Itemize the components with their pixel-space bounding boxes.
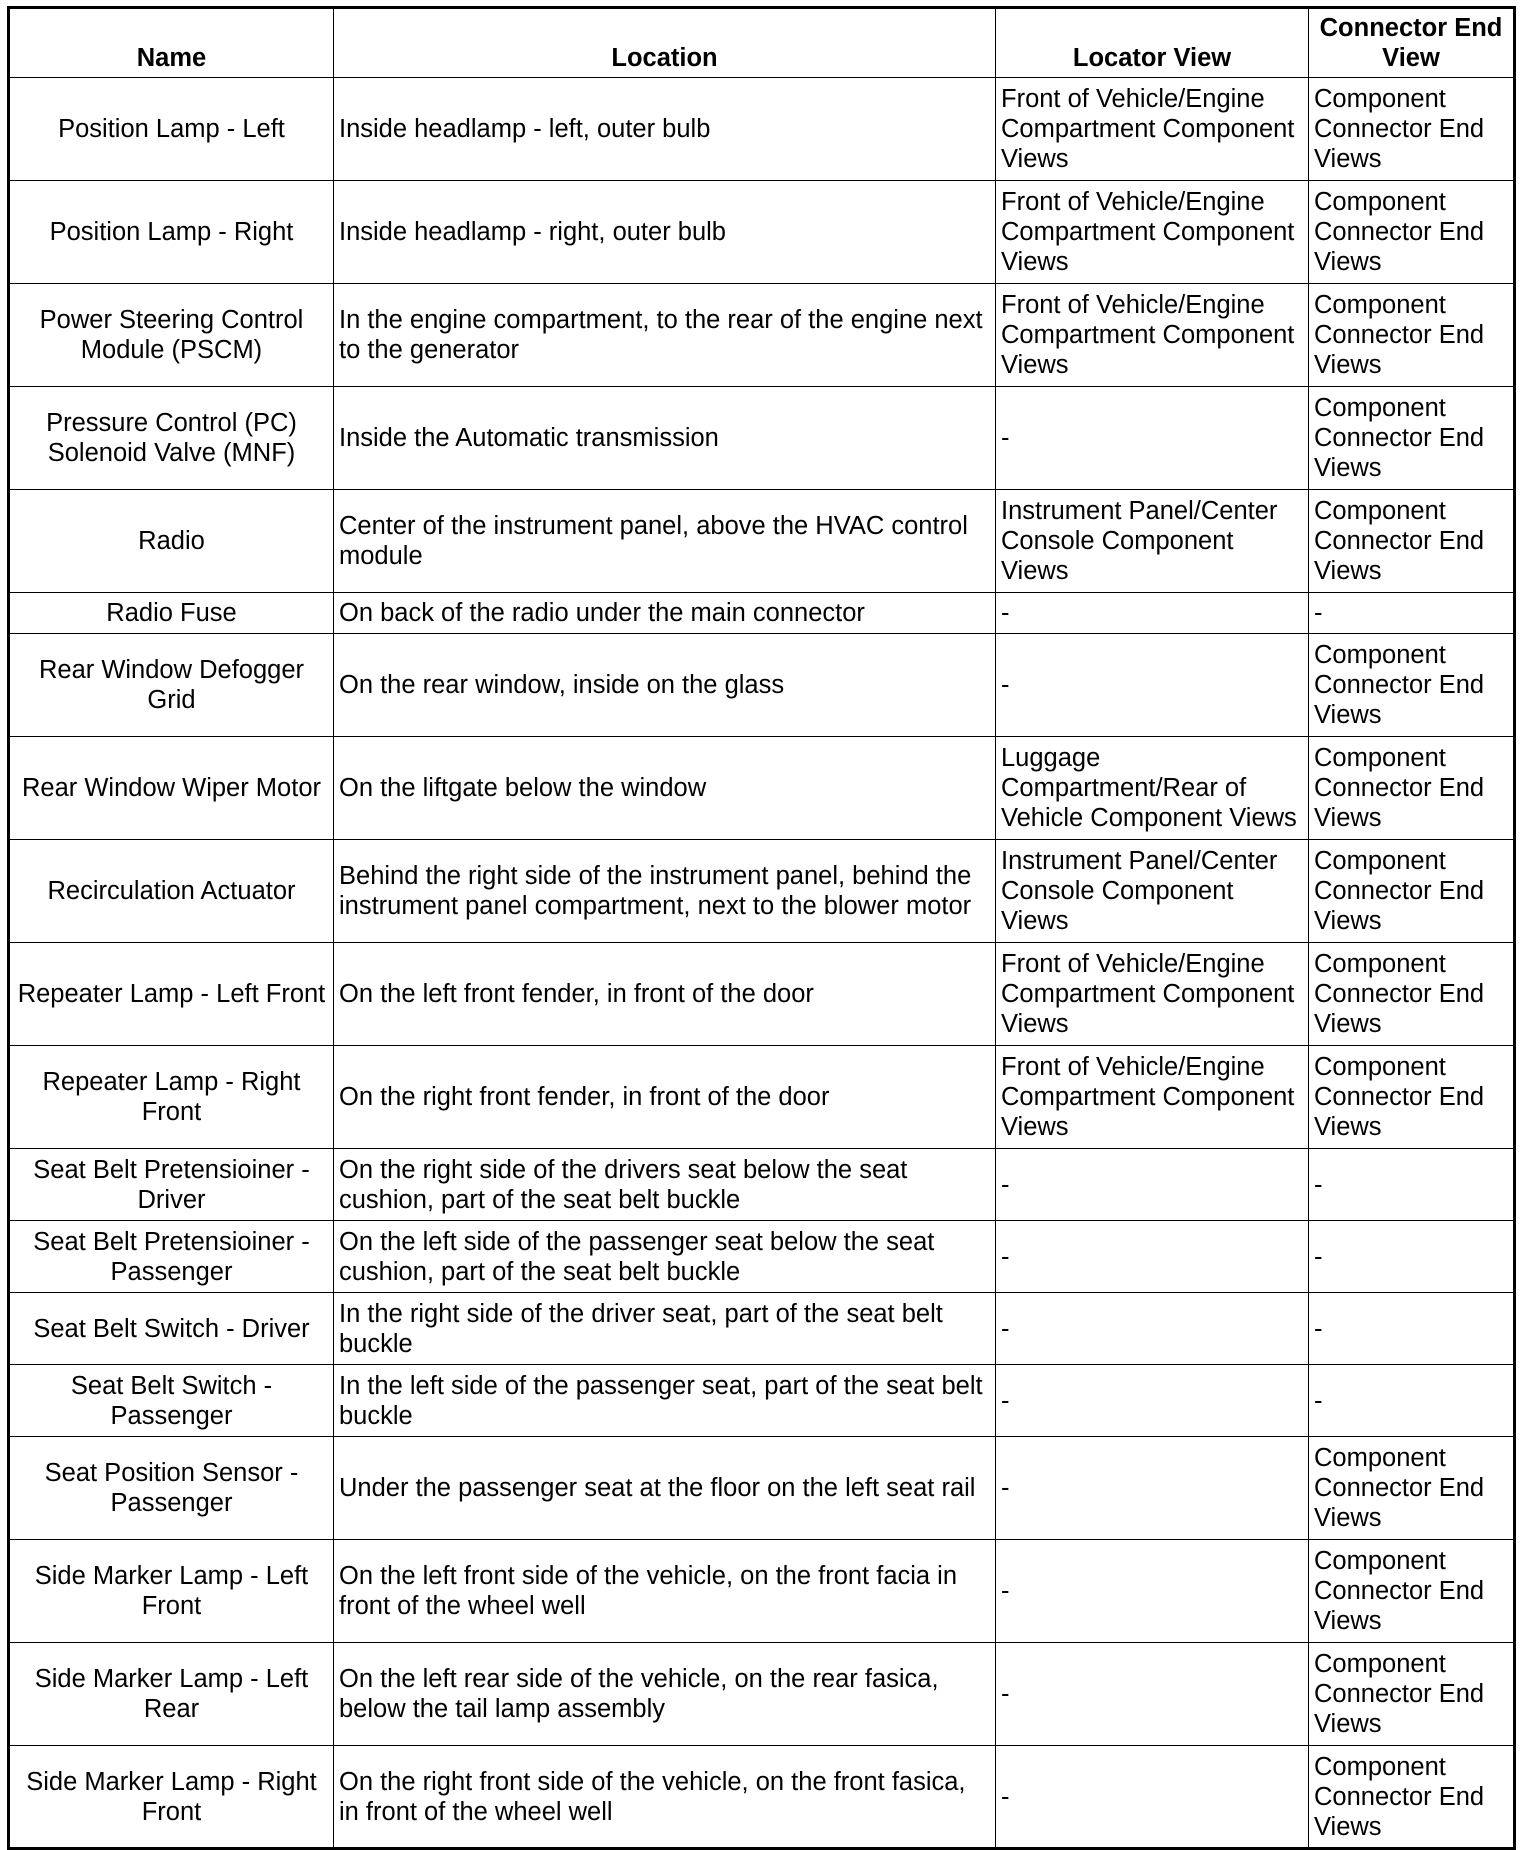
cell-locator-view: - — [996, 1149, 1309, 1221]
cell-connector-end-view: - — [1309, 1149, 1515, 1221]
table-row — [9, 1365, 1515, 1437]
cell-locator-view: - — [996, 1221, 1309, 1293]
cell-locator-view: Luggage Compartment/Rear of Vehicle Component Views — [996, 737, 1309, 840]
component-locator-table — [7, 6, 1516, 1850]
cell-name: Repeater Lamp - Right Front — [9, 1046, 334, 1149]
cell-name: Rear Window Defogger Grid — [9, 634, 334, 737]
cell-connector-end-view: Component Connector End Views — [1309, 1046, 1515, 1149]
cell-connector-end-view: Component Connector End Views — [1309, 387, 1515, 490]
cell-location: Inside headlamp - left, outer bulb — [334, 78, 996, 181]
cell-locator-view: Instrument Panel/Center Console Component Views — [996, 840, 1309, 943]
cell-locator-view: Front of Vehicle/Engine Compartment Component Views — [996, 181, 1309, 284]
cell-locator-view: - — [996, 1365, 1309, 1437]
cell-name: Radio Fuse — [9, 593, 334, 634]
cell-name: Seat Belt Pretensioiner - Passenger — [9, 1221, 334, 1293]
cell-name: Seat Belt Pretensioiner - Driver — [9, 1149, 334, 1221]
cell-location: Inside headlamp - right, outer bulb — [334, 181, 996, 284]
cell-name: Seat Belt Switch - Driver — [9, 1293, 334, 1365]
header-name: Name — [9, 8, 334, 78]
cell-location: Center of the instrument panel, above the HVAC control module — [334, 490, 996, 593]
cell-name: Radio — [9, 490, 334, 593]
cell-name: Side Marker Lamp - Left Rear — [9, 1643, 334, 1746]
cell-connector-end-view: Component Connector End Views — [1309, 78, 1515, 181]
cell-name: Seat Belt Switch - Passenger — [9, 1365, 334, 1437]
table-row — [9, 1293, 1515, 1365]
cell-locator-view: - — [996, 1643, 1309, 1746]
cell-location: On back of the radio under the main connector — [334, 593, 996, 634]
cell-connector-end-view: - — [1309, 1293, 1515, 1365]
cell-connector-end-view: Component Connector End Views — [1309, 1746, 1515, 1849]
cell-location: On the right front side of the vehicle, on the front fasica, in front of the wheel well — [334, 1746, 996, 1849]
table-row — [9, 1046, 1515, 1149]
cell-connector-end-view: Component Connector End Views — [1309, 840, 1515, 943]
table-row — [9, 78, 1515, 181]
cell-connector-end-view: Component Connector End Views — [1309, 1540, 1515, 1643]
table-row — [9, 1221, 1515, 1293]
table-row — [9, 387, 1515, 490]
cell-connector-end-view: Component Connector End Views — [1309, 943, 1515, 1046]
table-row — [9, 634, 1515, 737]
cell-name: Side Marker Lamp - Right Front — [9, 1746, 334, 1849]
cell-locator-view: - — [996, 387, 1309, 490]
table-row — [9, 840, 1515, 943]
cell-location: Inside the Automatic transmission — [334, 387, 996, 490]
cell-location: On the right front fender, in front of the door — [334, 1046, 996, 1149]
cell-location: On the rear window, inside on the glass — [334, 634, 996, 737]
cell-name: Seat Position Sensor - Passenger — [9, 1437, 334, 1540]
table-row — [9, 943, 1515, 1046]
cell-connector-end-view: - — [1309, 1365, 1515, 1437]
cell-location: On the left rear side of the vehicle, on the rear fasica, below the tail lamp assembly — [334, 1643, 996, 1746]
cell-locator-view: - — [996, 634, 1309, 737]
cell-connector-end-view: Component Connector End Views — [1309, 284, 1515, 387]
cell-name: Pressure Control (PC) Solenoid Valve (MNF) — [9, 387, 334, 490]
table-row — [9, 490, 1515, 593]
table-row — [9, 1437, 1515, 1540]
cell-locator-view: Front of Vehicle/Engine Compartment Component Views — [996, 943, 1309, 1046]
cell-name: Position Lamp - Right — [9, 181, 334, 284]
table-row — [9, 1643, 1515, 1746]
cell-connector-end-view: - — [1309, 1221, 1515, 1293]
cell-connector-end-view: Component Connector End Views — [1309, 490, 1515, 593]
cell-connector-end-view: Component Connector End Views — [1309, 1437, 1515, 1540]
table-row — [9, 593, 1515, 634]
cell-location: In the engine compartment, to the rear of the engine next to the generator — [334, 284, 996, 387]
cell-location: Behind the right side of the instrument panel, behind the instrument panel compartment, next to the blower motor — [334, 840, 996, 943]
cell-name: Position Lamp - Left — [9, 78, 334, 181]
cell-location: On the left front fender, in front of the door — [334, 943, 996, 1046]
cell-name: Side Marker Lamp - Left Front — [9, 1540, 334, 1643]
cell-locator-view: Front of Vehicle/Engine Compartment Component Views — [996, 284, 1309, 387]
header-row — [9, 8, 1515, 78]
header-locator-view: Locator View — [996, 8, 1309, 78]
table-row — [9, 1746, 1515, 1849]
cell-name: Rear Window Wiper Motor — [9, 737, 334, 840]
table-row — [9, 284, 1515, 387]
cell-locator-view: Front of Vehicle/Engine Compartment Component Views — [996, 1046, 1309, 1149]
header-connector-end-view: Connector End View — [1309, 8, 1515, 78]
table-row — [9, 737, 1515, 840]
cell-location: Under the passenger seat at the floor on the left seat rail — [334, 1437, 996, 1540]
cell-connector-end-view: Component Connector End Views — [1309, 181, 1515, 284]
cell-location: On the liftgate below the window — [334, 737, 996, 840]
header-location: Location — [334, 8, 996, 78]
cell-name: Recirculation Actuator — [9, 840, 334, 943]
cell-locator-view: - — [996, 593, 1309, 634]
table-row — [9, 1149, 1515, 1221]
cell-location: On the left front side of the vehicle, on the front facia in front of the wheel well — [334, 1540, 996, 1643]
cell-location: In the left side of the passenger seat, part of the seat belt buckle — [334, 1365, 996, 1437]
cell-location: In the right side of the driver seat, part of the seat belt buckle — [334, 1293, 996, 1365]
cell-locator-view: - — [996, 1293, 1309, 1365]
table-row — [9, 181, 1515, 284]
cell-connector-end-view: Component Connector End Views — [1309, 737, 1515, 840]
table-row — [9, 1540, 1515, 1643]
cell-locator-view: - — [996, 1437, 1309, 1540]
cell-locator-view: Instrument Panel/Center Console Component Views — [996, 490, 1309, 593]
cell-location: On the right side of the drivers seat below the seat cushion, part of the seat belt buckle — [334, 1149, 996, 1221]
cell-locator-view: - — [996, 1540, 1309, 1643]
cell-name: Power Steering Control Module (PSCM) — [9, 284, 334, 387]
cell-connector-end-view: Component Connector End Views — [1309, 634, 1515, 737]
cell-locator-view: - — [996, 1746, 1309, 1849]
cell-location: On the left side of the passenger seat below the seat cushion, part of the seat belt buckle — [334, 1221, 996, 1293]
cell-name: Repeater Lamp - Left Front — [9, 943, 334, 1046]
cell-locator-view: Front of Vehicle/Engine Compartment Component Views — [996, 78, 1309, 181]
cell-connector-end-view: - — [1309, 593, 1515, 634]
table-body — [9, 78, 1515, 1849]
cell-connector-end-view: Component Connector End Views — [1309, 1643, 1515, 1746]
